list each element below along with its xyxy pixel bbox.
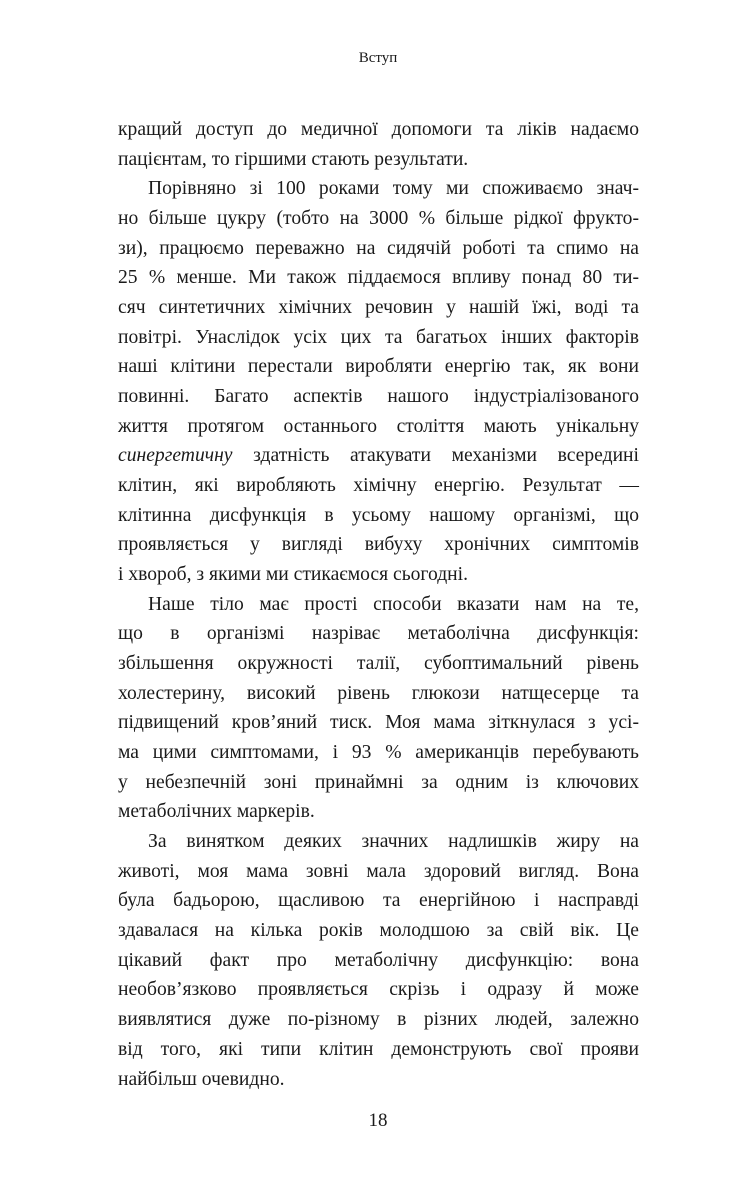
text-line — [118, 946, 639, 976]
paragraph — [118, 827, 639, 1094]
text-segment: животі, моя мама зовні мала здоровий вигляд. Вона — [118, 860, 639, 882]
text-segment: Наше тіло має прості способи вказати нам на те, — [148, 593, 639, 615]
text-segment: найбільш очевидно. — [118, 1068, 285, 1090]
text-segment: виявлятися дуже по-різному в різних людей, залежно — [118, 1009, 639, 1031]
text-segment: у небезпечній зоні принаймні за одним із ключових — [118, 771, 639, 793]
paragraph — [118, 174, 639, 589]
text-line — [118, 975, 639, 1005]
text-line — [118, 441, 639, 471]
paragraph — [118, 115, 639, 174]
text-line — [118, 886, 639, 916]
text-line — [118, 471, 639, 501]
text-segment: була бадьорою, щасливою та енергійною і насправді — [118, 890, 639, 912]
text-line — [118, 738, 639, 768]
text-segment: Порівняно зі 100 роками тому ми споживаємо знач- — [148, 178, 639, 200]
text-line — [118, 501, 639, 531]
text-segment: повинні. Багато аспектів нашого індустріалізованого — [118, 386, 639, 408]
paragraph — [118, 590, 639, 827]
text-segment: ма цими симптомами, і 93 % американців перебувають — [118, 742, 639, 764]
text-segment: но більше цукру (тобто на 3000 % більше рідкої фрукто- — [118, 208, 639, 230]
text-segment: холестерину, високий рівень глюкози натщесерце та — [118, 682, 639, 704]
text-line — [118, 530, 639, 560]
text-line — [118, 263, 639, 293]
text-line — [118, 768, 639, 798]
text-line — [118, 412, 639, 442]
text-line — [118, 234, 639, 264]
text-segment: здавалася на кілька років молодшою за свій вік. Це — [118, 920, 639, 942]
text-line — [118, 797, 639, 827]
text-line — [118, 293, 639, 323]
page-number: 18 — [368, 1110, 388, 1131]
text-line — [118, 323, 639, 353]
text-segment: синергетичну — [118, 445, 233, 467]
text-segment: метаболічних маркерів. — [118, 801, 315, 823]
body-text — [118, 115, 639, 1094]
text-line — [118, 204, 639, 234]
text-segment: кращий доступ до медичної допомоги та ліків надаємо — [118, 119, 639, 140]
text-segment: від того, які типи клітин демонструють свої прояви — [118, 1038, 639, 1060]
text-segment: пацієнтам, то гіршими стають результати. — [118, 148, 469, 170]
text-line — [118, 352, 639, 382]
text-line — [118, 560, 639, 590]
text-line — [118, 174, 639, 204]
text-line — [118, 649, 639, 679]
text-line — [118, 145, 639, 175]
text-line — [118, 679, 639, 709]
text-segment: життя протягом останнього століття мають унікальну — [118, 415, 639, 437]
text-line — [118, 382, 639, 412]
text-line — [118, 827, 639, 857]
text-line — [118, 1065, 639, 1095]
text-segment: проявляється у вигляді вибуху хронічних симптомів — [118, 534, 639, 556]
running-header: Вступ — [358, 50, 398, 66]
text-segment: збільшення окружності талії, субоптимальний рівень — [118, 653, 639, 675]
text-segment: підвищений кров’яний тиск. Моя мама зіткнулася з усі- — [118, 712, 639, 734]
text-segment: необов’язково проявляється скрізь і одразу й може — [118, 979, 639, 1001]
text-segment: що в організмі назріває метаболічна дисфункція: — [118, 623, 639, 645]
text-segment: наші клітини перестали виробляти енергію так, як вони — [118, 356, 639, 378]
text-line — [118, 1035, 639, 1065]
text-segment: повітрі. Унаслідок усіх цих та багатьох інших факторів — [118, 326, 639, 348]
text-line — [118, 115, 639, 145]
text-segment: зи), працюємо переважно на сидячій роботі та спимо на — [118, 237, 639, 259]
text-segment: За винятком деяких значних надлишків жиру на — [148, 831, 639, 853]
text-line — [118, 619, 639, 649]
text-line — [118, 590, 639, 620]
text-segment: сяч синтетичних хімічних речовин у нашій їжі, воді та — [118, 297, 639, 319]
text-segment: клітинна дисфункція в усьому нашому організмі, що — [118, 504, 639, 526]
text-line — [118, 1005, 639, 1035]
text-line — [118, 857, 639, 887]
text-line — [118, 708, 639, 738]
text-segment: 25 % менше. Ми також піддаємося впливу понад 80 ти- — [118, 267, 639, 289]
text-segment: і хвороб, з якими ми стикаємося сьогодні. — [118, 564, 469, 586]
text-segment: клітин, які виробляють хімічну енергію. Результат — — [118, 475, 639, 497]
text-segment: здатність атакувати механізми всередині — [232, 445, 639, 467]
text-segment: цікавий факт про метаболічну дисфункцію: вона — [118, 949, 639, 971]
text-line — [118, 916, 639, 946]
